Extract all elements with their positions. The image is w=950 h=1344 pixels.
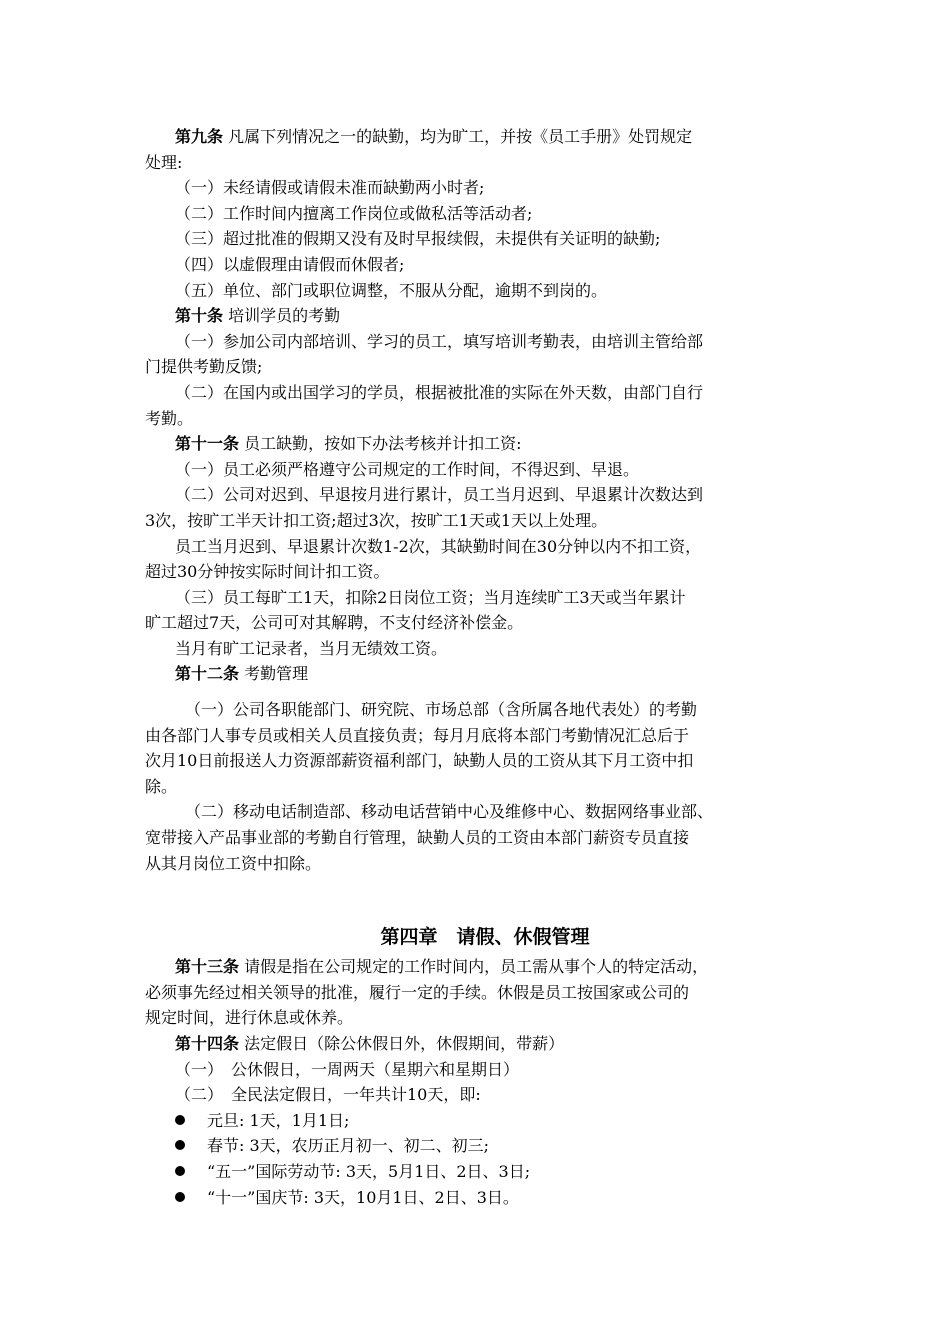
holiday-list-item	[145, 1133, 825, 1159]
bullet-icon	[175, 1140, 185, 1150]
holiday-text: “十一”国庆节: 3天，10月1日、2日、3日。	[207, 1187, 519, 1207]
article-10-p1-cont: 门提供考勤反馈;	[145, 357, 263, 377]
article-10-intro	[145, 303, 825, 329]
article-13-text-cont-2: 规定时间，进行休息或休养。	[145, 1008, 354, 1028]
holiday-text: 春节: 3天，农历正月初一、初二、初三;	[207, 1136, 490, 1156]
article-13-text-cont-1: 必须事先经过相关领导的批准，履行一定的手续。休假是员工按国家或公司的	[145, 982, 690, 1002]
article-14-title: 法定假日（除公休假日外，休假期间，带薪）	[244, 1034, 565, 1053]
bullet-icon	[175, 1166, 185, 1176]
holiday-text: “五一”国际劳动节: 3天，5月1日、2日、3日;	[207, 1161, 531, 1181]
holiday-list-item	[145, 1108, 825, 1134]
article-12-intro	[145, 661, 825, 687]
article-11-p4-cont: 旷工超过7天，公司可对其解聘，不支付经济补偿金。	[145, 613, 524, 633]
article-14-p1: （一） 公休假日，一周两天（星期六和星期日）	[175, 1059, 520, 1079]
article-12-p1-cont-3: 除。	[145, 776, 178, 796]
article-13-heading: 第十三条	[175, 957, 240, 977]
bullet-icon	[175, 1192, 185, 1202]
article-12-p2-cont-2: 从其月岗位工资中扣除。	[145, 853, 322, 873]
article-9-item-4: （四）以虚假理由请假而休假者;	[175, 254, 405, 274]
article-14-intro	[145, 1031, 825, 1057]
article-11-title: 员工缺勤，按如下办法考核并计扣工资:	[244, 434, 522, 454]
article-12-p2: （二）移动电话制造部、移动电话营销中心及维修中心、数据网络事业部、	[185, 802, 714, 822]
article-13-intro	[145, 954, 825, 980]
article-9-text-cont: 处理:	[145, 152, 183, 172]
spacer	[145, 687, 825, 697]
article-13-text: 请假是指在公司规定的工作时间内，员工需从事个人的特定活动，	[244, 957, 709, 977]
article-9-item-2: （二）工作时间内擅离工作岗位或做私活等活动者;	[175, 203, 533, 223]
holiday-list-item	[145, 1159, 825, 1185]
document-page	[145, 124, 825, 1210]
article-12-p1-cont-2: 次月10日前报送人力资源部薪资福利部门，缺勤人员的工资从其下月工资中扣	[145, 751, 694, 771]
article-11-p4: （三）员工每旷工1天，扣除2日岗位工资；当月连续旷工3天或当年累计	[175, 587, 686, 607]
article-11-p2: （二）公司对迟到、早退按月进行累计，员工当月迟到、早退累计次数达到	[175, 485, 704, 505]
article-11-p5: 当月有旷工记录者，当月无绩效工资。	[175, 638, 448, 658]
article-11-heading: 第十一条	[175, 434, 240, 454]
article-11-intro	[145, 431, 825, 457]
article-9-text: 凡属下列情况之一的缺勤，均为旷工，并按《员工手册》处罚规定	[228, 127, 693, 146]
article-12-p1-cont-1: 由各部门人事专员或相关人员直接负责；每月月底将本部门考勤情况汇总后于	[145, 725, 690, 745]
chapter-4-title: 第四章 请假、休假管理	[380, 926, 590, 949]
bullet-icon	[175, 1115, 185, 1125]
article-10-p2-cont: 考勤。	[145, 408, 194, 428]
article-12-heading: 第十二条	[175, 664, 240, 684]
article-14-heading: 第十四条	[175, 1034, 240, 1053]
article-10-p2: （二）在国内或出国学习的学员，根据被批准的实际在外天数，由部门自行	[175, 382, 704, 402]
article-9-heading: 第九条	[175, 127, 224, 146]
article-12-p2-cont-1: 宽带接入产品事业部的考勤自行管理，缺勤人员的工资由本部门薪资专员直接	[145, 828, 690, 848]
article-9-item-5: （五）单位、部门或职位调整，不服从分配，逾期不到岗的。	[175, 280, 608, 300]
article-9-item-3: （三）超过批准的假期又没有及时早报续假，未提供有关证明的缺勤;	[175, 229, 661, 249]
article-12-title: 考勤管理	[244, 664, 309, 684]
article-10-heading: 第十条	[175, 306, 224, 326]
article-11-p2-cont: 3次，按旷工半天计扣工资;超过3次，按旷工1天或1天以上处理。	[145, 510, 608, 530]
article-11-p3-cont: 超过30分钟按实际时间计扣工资。	[145, 562, 390, 582]
spacer	[145, 876, 825, 920]
article-9-intro	[145, 124, 825, 150]
article-10-p1: （一）参加公司内部培训、学习的员工，填写培训考勤表，由培训主管给部	[175, 331, 704, 351]
article-12-p1: （一）公司各职能部门、研究院、市场总部（含所属各地代表处）的考勤	[185, 700, 698, 720]
holiday-list-item	[145, 1185, 825, 1211]
holiday-text: 元旦: 1天，1月1日;	[207, 1110, 350, 1130]
article-11-p1: （一）员工必须严格遵守公司规定的工作时间，不得迟到、早退。	[175, 459, 640, 479]
article-10-title: 培训学员的考勤	[228, 306, 341, 326]
article-14-p2: （二） 全民法定假日，一年共计10天，即:	[175, 1085, 481, 1105]
article-9-item-1: （一）未经请假或请假未准而缺勤两小时者;	[175, 178, 485, 198]
article-11-p3: 员工当月迟到、早退累计次数1-2次，其缺勤时间在30分钟以内不扣工资，	[175, 536, 702, 556]
